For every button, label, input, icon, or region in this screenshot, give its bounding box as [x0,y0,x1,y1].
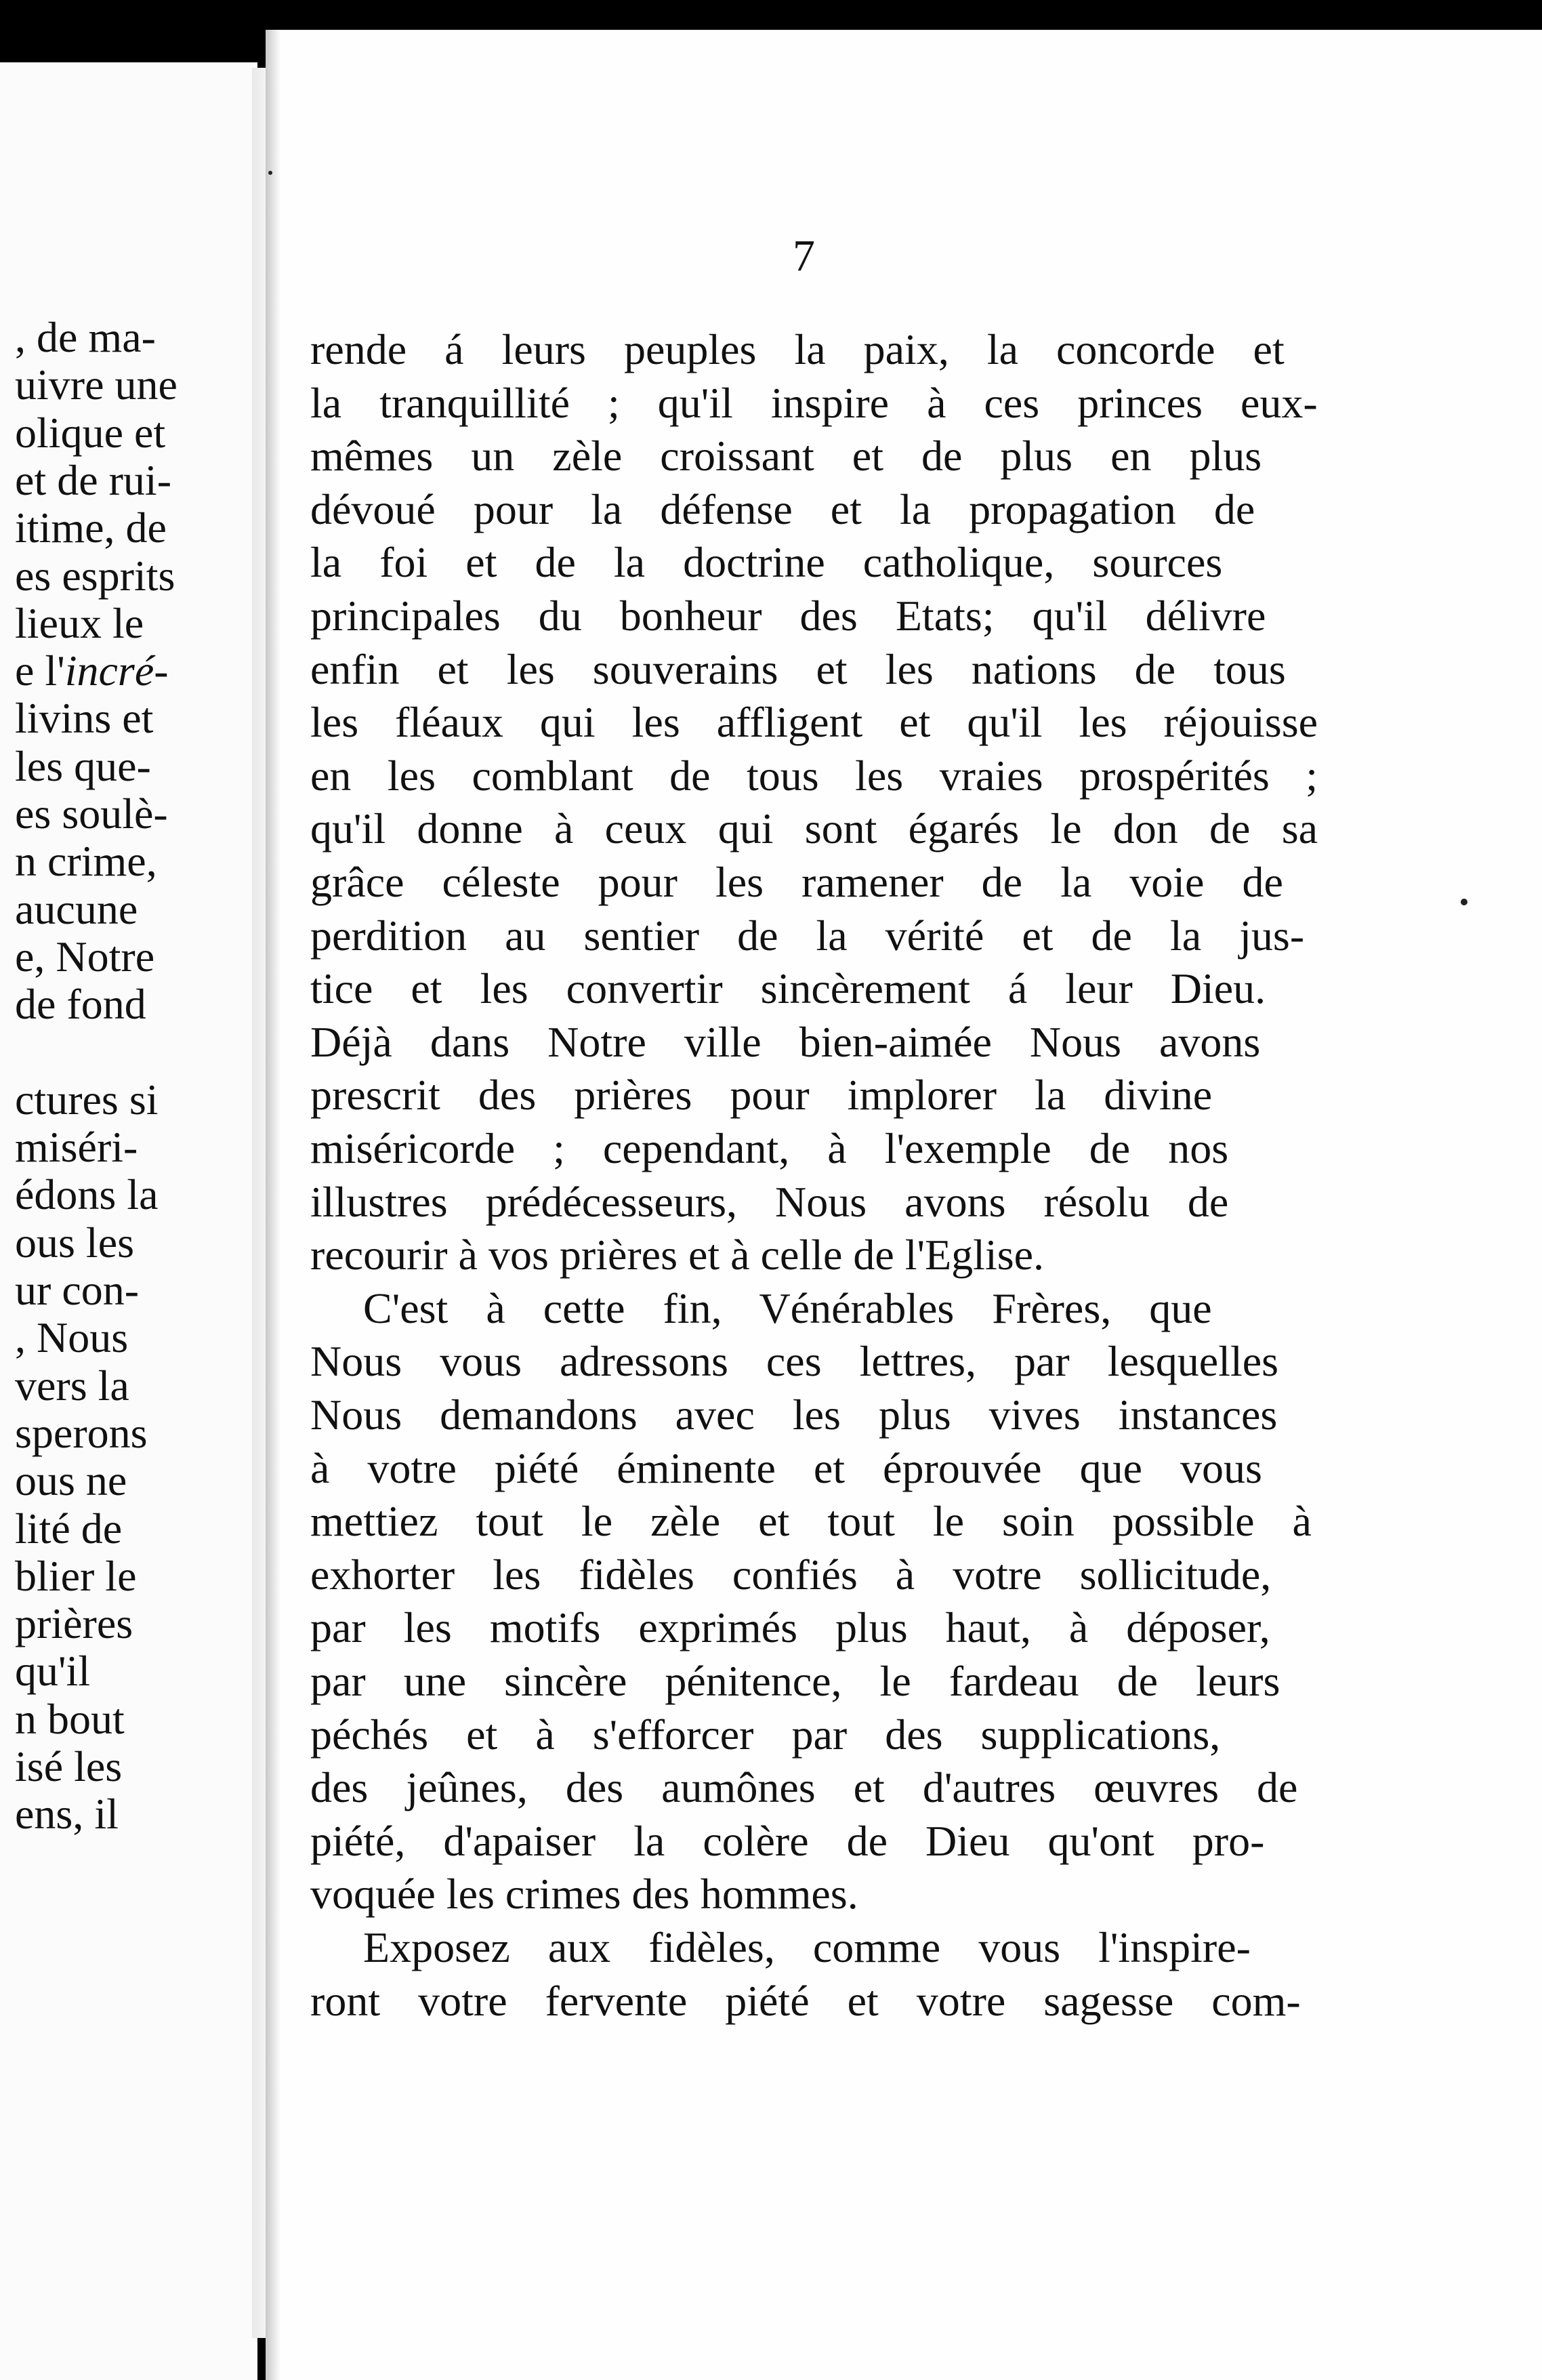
body-text-line: exhorter les fidèles confiés à votre sollicitude, [310,1550,1272,1599]
body-text-line: voquée les crimes des hommes. [310,1870,858,1919]
left-page [0,62,257,2380]
left-text-line: livins et [15,694,154,743]
body-text-line: les fléaux qui les affligent et qu'il les réjouisse [310,698,1318,747]
left-text-line: miséri- [15,1123,138,1172]
left-text-line: e l'incré- [15,647,169,695]
page-number: 7 [793,231,815,281]
body-text-line: piété, d'apaiser la colère de Dieu qu'ont pro- [310,1816,1265,1865]
left-text-line: ur con- [15,1266,140,1314]
left-text-line: ous les [15,1218,134,1267]
body-text-line: ront votre fervente piété et votre sagesse com- [310,1976,1301,2025]
body-text-line: la tranquillité ; qu'il inspire à ces princes eux- [310,378,1318,427]
body-text-line: des jeûnes, des aumônes et d'autres œuvres de [310,1763,1298,1812]
left-text-line: et de rui- [15,455,171,504]
body-text-line: rende á leurs peuples la paix, la concorde et [310,325,1285,373]
left-text-line: qu'il [15,1647,91,1696]
left-text-line: itime, de [15,504,167,552]
body-text-line: grâce céleste pour les ramener de la voie de [310,858,1283,906]
left-text-line: lieux le [15,598,144,647]
body-text-line: miséricorde ; cependant, à l'exemple de nos [310,1124,1229,1172]
left-text-line: ous ne [15,1456,127,1505]
left-text-line: vers la [15,1361,129,1410]
body-text-line: illustres prédécesseurs, Nous avons résolu de [310,1177,1229,1226]
left-text-line: es esprits [15,551,175,600]
speck-mark [268,171,272,175]
body-text-line: mêmes un zèle croissant et de plus en plus [310,432,1262,480]
body-text-line: principales du bonheur des Etats; qu'il délivre [310,592,1266,640]
body-text-line: Déjà dans Notre ville bien-aimée Nous avons [310,1017,1261,1066]
left-text-line: de fond [15,980,146,1029]
body-text-line: Exposez aux fidèles, comme vous l'inspire- [363,1923,1251,1971]
body-text-line: par les motifs exprimés plus haut, à déposer, [310,1603,1270,1652]
body-text-line: perdition au sentier de la vérité et de la jus- [310,911,1305,960]
body-text-line: dévoué pour la défense et la propagation de [310,485,1255,533]
left-text-line: sperons [15,1408,148,1457]
left-text-line: e, Notre [15,932,155,981]
left-text-line: ens, il [15,1790,119,1839]
body-text-line: recourir à vos prières et à celle de l'Eglise. [310,1231,1045,1279]
body-text-line: qu'il donne à ceux qui sont égarés le don de sa [310,804,1318,853]
left-text-line: n bout [15,1694,125,1743]
body-text-line: prescrit des prières pour implorer la divine [310,1071,1213,1120]
body-text-line: tice et les convertir sincèrement á leur Dieu. [310,964,1266,1013]
left-text-line: isé les [15,1742,123,1790]
left-text-line: édons la [15,1170,159,1219]
body-text-line: enfin et les souverains et les nations de tous [310,644,1286,693]
left-text-line: prières [15,1599,133,1648]
binding-shadow [266,30,280,2380]
body-text-line: Nous vous adressons ces lettres, par lesquelles [310,1337,1279,1386]
left-text-line: , de ma- [15,313,156,361]
body-text-line: la foi et de la doctrine catholique, sources [310,538,1223,587]
left-text-line: ctures si [15,1075,159,1124]
body-text-line: à votre piété éminente et éprouvée que vous [310,1443,1262,1492]
left-text-line: n crime, [15,837,157,886]
left-text-line: aucune [15,884,138,933]
body-text-line: C'est à cette fin, Vénérables Frères, que [363,1284,1212,1332]
left-text-line: lité de [15,1504,123,1553]
left-text-line: blier le [15,1551,137,1600]
left-text-line: olique et [15,408,166,457]
left-text-line: es soulè- [15,789,168,838]
body-text-line: Nous demandons avec les plus vives instances [310,1391,1278,1439]
left-text-line: les que- [15,741,151,790]
body-text-line: par une sincère pénitence, le fardeau de leurs [310,1657,1280,1705]
body-text-line: en les comblant de tous les vraies prospérités ; [310,751,1318,800]
left-text-line: uivre une [15,361,178,409]
body-text-line: mettiez tout le zèle et tout le soin possible à [310,1497,1312,1546]
body-text-line: péchés et à s'efforcer par des supplications, [310,1710,1221,1759]
speck-mark [1461,899,1467,905]
left-text-line: , Nous [15,1313,129,1362]
